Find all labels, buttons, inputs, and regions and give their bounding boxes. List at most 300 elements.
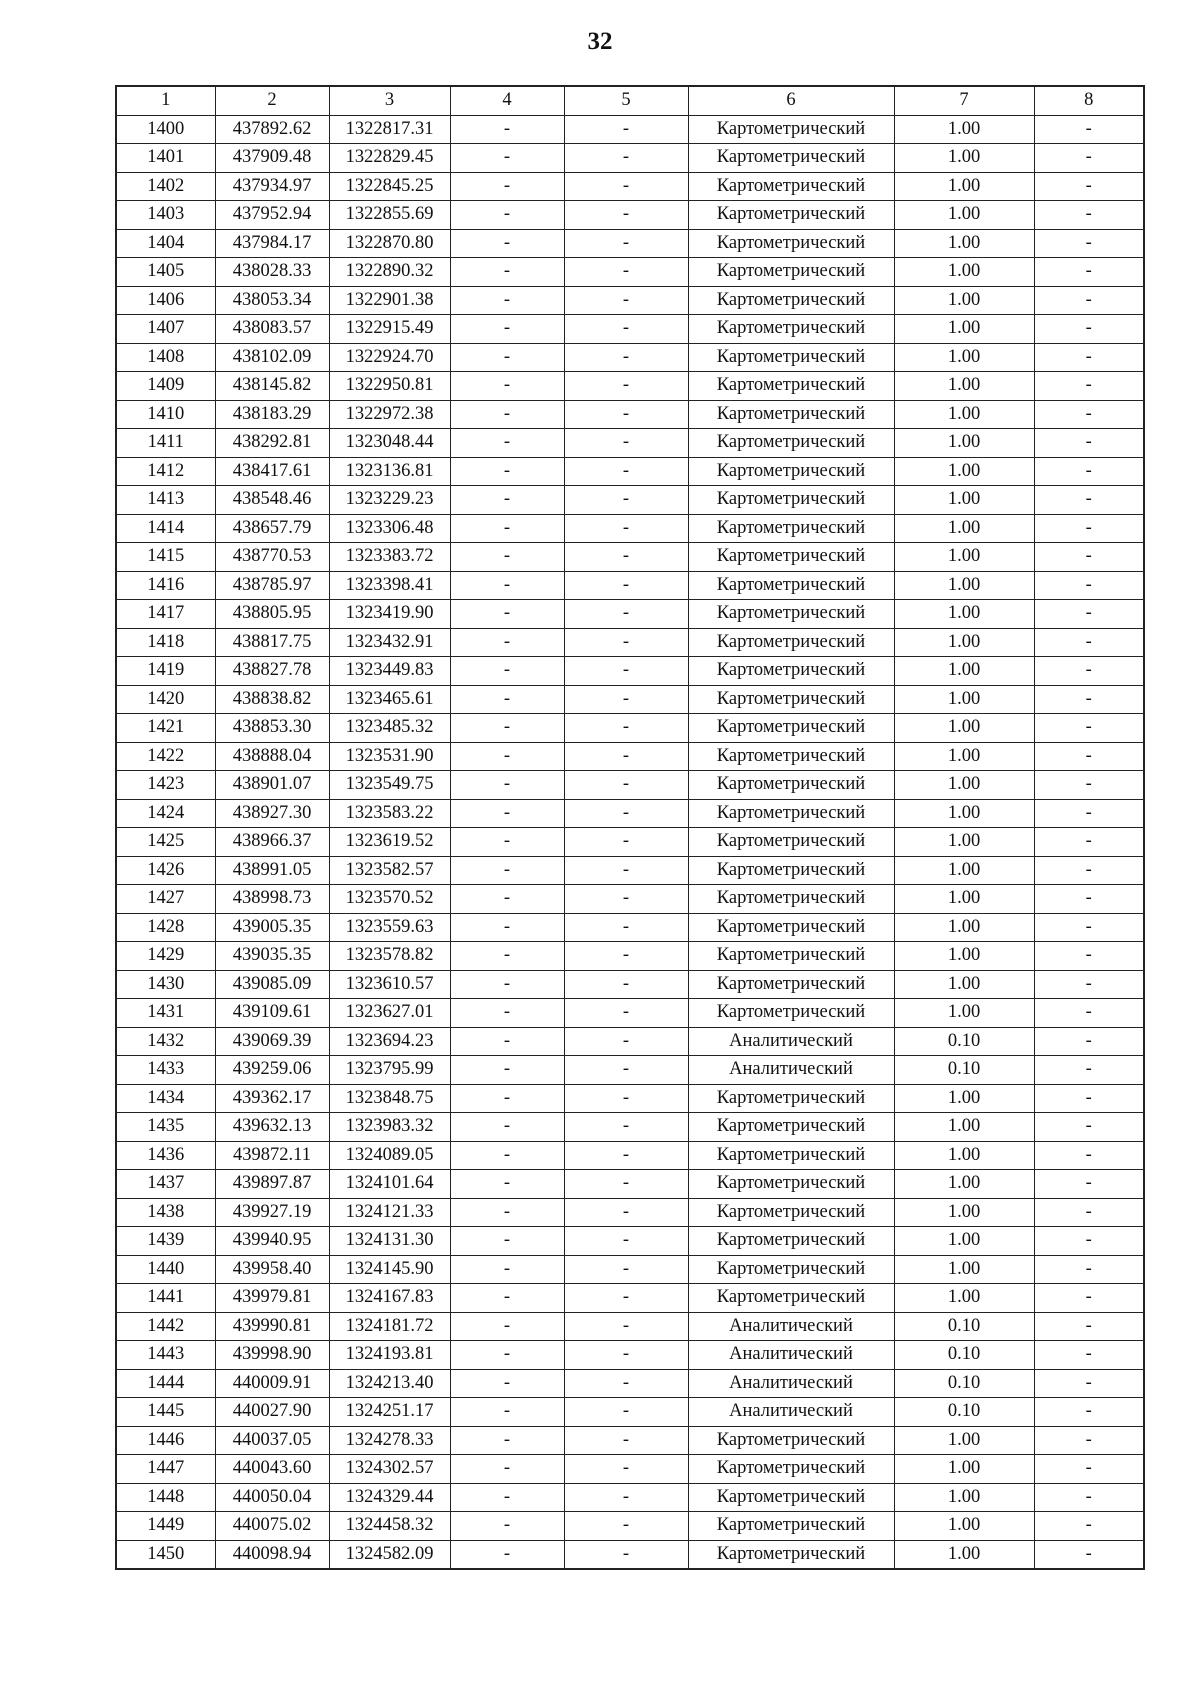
table-cell: - xyxy=(1034,856,1144,885)
table-cell: - xyxy=(1034,172,1144,201)
table-cell: 1323432.91 xyxy=(329,628,450,657)
table-cell: Картометрический xyxy=(688,970,894,999)
table-cell: - xyxy=(450,1141,564,1170)
table-cell: 1324213.40 xyxy=(329,1369,450,1398)
table-cell: 1449 xyxy=(116,1512,215,1541)
table-cell: - xyxy=(1034,486,1144,515)
table-row xyxy=(116,600,1144,629)
table-cell: - xyxy=(564,714,688,743)
table-cell: 1.00 xyxy=(894,856,1034,885)
table-cell: - xyxy=(450,372,564,401)
column-header: 3 xyxy=(329,86,450,115)
table-cell: Аналитический xyxy=(688,1312,894,1341)
table-row xyxy=(116,999,1144,1028)
table-cell: 1.00 xyxy=(894,315,1034,344)
table-cell: - xyxy=(564,571,688,600)
table-row xyxy=(116,685,1144,714)
table-row xyxy=(116,571,1144,600)
table-cell: - xyxy=(564,457,688,486)
table-cell: Картометрический xyxy=(688,742,894,771)
table-cell: 1322915.49 xyxy=(329,315,450,344)
table-cell: Картометрический xyxy=(688,1284,894,1313)
table-cell: Картометрический xyxy=(688,1512,894,1541)
table-cell: Картометрический xyxy=(688,942,894,971)
table-cell: 1402 xyxy=(116,172,215,201)
table-cell: - xyxy=(1034,1312,1144,1341)
table-cell: 1427 xyxy=(116,885,215,914)
table-cell: 1324121.33 xyxy=(329,1198,450,1227)
table-cell: 1.00 xyxy=(894,1483,1034,1512)
table-row xyxy=(116,714,1144,743)
table-row xyxy=(116,1198,1144,1227)
table-cell: Картометрический xyxy=(688,828,894,857)
table-cell: 1.00 xyxy=(894,172,1034,201)
table-cell: - xyxy=(450,1483,564,1512)
table-cell: 1.00 xyxy=(894,771,1034,800)
table-cell: 1.00 xyxy=(894,1170,1034,1199)
table-cell: 440098.94 xyxy=(215,1540,329,1569)
table-row xyxy=(116,457,1144,486)
table-row xyxy=(116,1369,1144,1398)
table-cell: Картометрический xyxy=(688,714,894,743)
table-cell: 438853.30 xyxy=(215,714,329,743)
table-cell: 1324167.83 xyxy=(329,1284,450,1313)
table-cell: 1446 xyxy=(116,1426,215,1455)
column-header: 4 xyxy=(450,86,564,115)
column-header: 2 xyxy=(215,86,329,115)
table-cell: 1323578.82 xyxy=(329,942,450,971)
table-cell: 1322950.81 xyxy=(329,372,450,401)
table-cell: 440027.90 xyxy=(215,1398,329,1427)
table-cell: 440037.05 xyxy=(215,1426,329,1455)
table-cell: 1.00 xyxy=(894,1255,1034,1284)
table-row xyxy=(116,1170,1144,1199)
table-cell: 1448 xyxy=(116,1483,215,1512)
table-cell: - xyxy=(450,885,564,914)
table-cell: 1450 xyxy=(116,1540,215,1569)
table-cell: 439632.13 xyxy=(215,1113,329,1142)
table-cell: 1323465.61 xyxy=(329,685,450,714)
table-cell: 438417.61 xyxy=(215,457,329,486)
table-cell: Картометрический xyxy=(688,115,894,144)
table-cell: - xyxy=(564,742,688,771)
table-cell: 1.00 xyxy=(894,115,1034,144)
table-cell: - xyxy=(450,1512,564,1541)
table-row xyxy=(116,856,1144,885)
table-cell: 0.10 xyxy=(894,1027,1034,1056)
table-cell: 1406 xyxy=(116,286,215,315)
table-cell: 1429 xyxy=(116,942,215,971)
table-cell: - xyxy=(450,913,564,942)
table-cell: 1323419.90 xyxy=(329,600,450,629)
table-cell: 1.00 xyxy=(894,144,1034,173)
table-cell: - xyxy=(1034,1227,1144,1256)
column-header: 8 xyxy=(1034,86,1144,115)
table-cell: 1426 xyxy=(116,856,215,885)
table-cell: 0.10 xyxy=(894,1341,1034,1370)
table-cell: 1.00 xyxy=(894,657,1034,686)
table-cell: 437984.17 xyxy=(215,229,329,258)
table-cell: - xyxy=(564,1027,688,1056)
table-cell: 1323694.23 xyxy=(329,1027,450,1056)
table-cell: 1324145.90 xyxy=(329,1255,450,1284)
table-cell: - xyxy=(1034,1540,1144,1569)
table-cell: 1408 xyxy=(116,343,215,372)
table-cell: 1323795.99 xyxy=(329,1056,450,1085)
table-cell: 438991.05 xyxy=(215,856,329,885)
table-cell: Картометрический xyxy=(688,486,894,515)
table-cell: 1416 xyxy=(116,571,215,600)
table-cell: - xyxy=(450,1540,564,1569)
column-header: 6 xyxy=(688,86,894,115)
column-header: 7 xyxy=(894,86,1034,115)
table-cell: - xyxy=(450,799,564,828)
table-cell: - xyxy=(450,1398,564,1427)
table-cell: Картометрический xyxy=(688,600,894,629)
table-cell: Картометрический xyxy=(688,1113,894,1142)
table-cell: - xyxy=(1034,1455,1144,1484)
table-cell: - xyxy=(564,1056,688,1085)
table-row xyxy=(116,1512,1144,1541)
table-cell: - xyxy=(450,1227,564,1256)
table-cell: - xyxy=(564,514,688,543)
table-cell: - xyxy=(564,429,688,458)
table-row xyxy=(116,201,1144,230)
table-cell: 439259.06 xyxy=(215,1056,329,1085)
table-cell: - xyxy=(1034,799,1144,828)
table-cell: 1322901.38 xyxy=(329,286,450,315)
table-cell: - xyxy=(450,258,564,287)
table-cell: 1415 xyxy=(116,543,215,572)
table-cell: Картометрический xyxy=(688,315,894,344)
table-cell: 1324251.17 xyxy=(329,1398,450,1427)
table-cell: - xyxy=(1034,1141,1144,1170)
table-cell: 1.00 xyxy=(894,543,1034,572)
table-cell: 1323570.52 xyxy=(329,885,450,914)
table-cell: 1324193.81 xyxy=(329,1341,450,1370)
table-cell: 1414 xyxy=(116,514,215,543)
table-cell: - xyxy=(564,543,688,572)
table-cell: 1.00 xyxy=(894,1426,1034,1455)
table-cell: 1.00 xyxy=(894,1113,1034,1142)
table-cell: 1322870.80 xyxy=(329,229,450,258)
table-cell: - xyxy=(564,229,688,258)
table-row xyxy=(116,286,1144,315)
table-cell: 1.00 xyxy=(894,1512,1034,1541)
table-cell: - xyxy=(564,970,688,999)
table-cell: 438770.53 xyxy=(215,543,329,572)
table-cell: Картометрический xyxy=(688,856,894,885)
table-cell: 437934.97 xyxy=(215,172,329,201)
table-cell: - xyxy=(1034,201,1144,230)
table-cell: - xyxy=(1034,970,1144,999)
table-body xyxy=(116,115,1144,1569)
table-cell: - xyxy=(1034,543,1144,572)
table-row xyxy=(116,1113,1144,1142)
table-cell: 439940.95 xyxy=(215,1227,329,1256)
table-cell: 1.00 xyxy=(894,372,1034,401)
table-cell: - xyxy=(450,714,564,743)
table-cell: 1437 xyxy=(116,1170,215,1199)
table-cell: 1324582.09 xyxy=(329,1540,450,1569)
table-cell: 438827.78 xyxy=(215,657,329,686)
page-number: 32 xyxy=(587,28,613,55)
table-cell: - xyxy=(1034,429,1144,458)
table-cell: 1323619.52 xyxy=(329,828,450,857)
table-row xyxy=(116,970,1144,999)
table-cell: 439872.11 xyxy=(215,1141,329,1170)
table-cell: - xyxy=(450,1369,564,1398)
table-cell: 1324101.64 xyxy=(329,1170,450,1199)
table-cell: 1433 xyxy=(116,1056,215,1085)
table-cell: 1322890.32 xyxy=(329,258,450,287)
table-cell: 1323983.32 xyxy=(329,1113,450,1142)
table-cell: Картометрический xyxy=(688,172,894,201)
table-cell: 440043.60 xyxy=(215,1455,329,1484)
table-cell: 1445 xyxy=(116,1398,215,1427)
table-cell: 1.00 xyxy=(894,1084,1034,1113)
table-cell: 440050.04 xyxy=(215,1483,329,1512)
table-cell: 1.00 xyxy=(894,799,1034,828)
table-cell: 1.00 xyxy=(894,486,1034,515)
table-cell: - xyxy=(1034,628,1144,657)
table-cell: - xyxy=(564,1198,688,1227)
table-cell: - xyxy=(1034,1198,1144,1227)
table-cell: - xyxy=(450,628,564,657)
table-cell: - xyxy=(564,115,688,144)
table-cell: - xyxy=(450,970,564,999)
table-cell: - xyxy=(1034,1512,1144,1541)
table-cell: 1.00 xyxy=(894,514,1034,543)
table-cell: - xyxy=(1034,1398,1144,1427)
table-cell: - xyxy=(450,571,564,600)
table-cell: - xyxy=(564,201,688,230)
table-cell: - xyxy=(564,1113,688,1142)
table-cell: - xyxy=(564,885,688,914)
table-cell: 1324131.30 xyxy=(329,1227,450,1256)
table-cell: 1436 xyxy=(116,1141,215,1170)
table-row xyxy=(116,315,1144,344)
table-cell: Картометрический xyxy=(688,913,894,942)
table-cell: Картометрический xyxy=(688,1255,894,1284)
table-cell: 1442 xyxy=(116,1312,215,1341)
table-cell: - xyxy=(450,771,564,800)
table-cell: - xyxy=(450,657,564,686)
table-cell: - xyxy=(450,144,564,173)
table-cell: Картометрический xyxy=(688,1084,894,1113)
table-cell: 1422 xyxy=(116,742,215,771)
table-cell: 1410 xyxy=(116,400,215,429)
table-cell: Картометрический xyxy=(688,229,894,258)
table-cell: - xyxy=(564,258,688,287)
table-cell: - xyxy=(1034,457,1144,486)
table-cell: 1440 xyxy=(116,1255,215,1284)
table-cell: Картометрический xyxy=(688,343,894,372)
table-cell: 438966.37 xyxy=(215,828,329,857)
table-row xyxy=(116,486,1144,515)
table-row xyxy=(116,1398,1144,1427)
table-cell: - xyxy=(1034,115,1144,144)
table-cell: 1404 xyxy=(116,229,215,258)
table-cell: - xyxy=(564,657,688,686)
table-cell: 437892.62 xyxy=(215,115,329,144)
table-cell: 439109.61 xyxy=(215,999,329,1028)
table-cell: - xyxy=(564,1341,688,1370)
table-cell: 1.00 xyxy=(894,201,1034,230)
table-cell: 1324302.57 xyxy=(329,1455,450,1484)
table-cell: - xyxy=(564,486,688,515)
table-cell: 1.00 xyxy=(894,685,1034,714)
table-cell: 1.00 xyxy=(894,1284,1034,1313)
table-row xyxy=(116,1255,1144,1284)
table-cell: 1405 xyxy=(116,258,215,287)
table-cell: - xyxy=(1034,514,1144,543)
table-cell: - xyxy=(1034,1027,1144,1056)
table-cell: Картометрический xyxy=(688,628,894,657)
table-cell: 1447 xyxy=(116,1455,215,1484)
table-cell: - xyxy=(564,1227,688,1256)
table-cell: 439990.81 xyxy=(215,1312,329,1341)
table-cell: - xyxy=(450,742,564,771)
table-cell: 1411 xyxy=(116,429,215,458)
table-cell: 438805.95 xyxy=(215,600,329,629)
table-cell: Аналитический xyxy=(688,1398,894,1427)
table-cell: 438183.29 xyxy=(215,400,329,429)
table-cell: Картометрический xyxy=(688,799,894,828)
table-cell: - xyxy=(564,942,688,971)
table-cell: 1.00 xyxy=(894,600,1034,629)
table-cell: - xyxy=(564,628,688,657)
table-cell: - xyxy=(1034,999,1144,1028)
table-cell: 1400 xyxy=(116,115,215,144)
table-row xyxy=(116,885,1144,914)
table-cell: - xyxy=(1034,343,1144,372)
table-cell: - xyxy=(450,1113,564,1142)
table-cell: 1.00 xyxy=(894,429,1034,458)
table-cell: 1.00 xyxy=(894,1540,1034,1569)
table-cell: - xyxy=(564,999,688,1028)
table-cell: - xyxy=(564,856,688,885)
table-cell: Картометрический xyxy=(688,1483,894,1512)
table-cell: Картометрический xyxy=(688,429,894,458)
table-cell: 438028.33 xyxy=(215,258,329,287)
table-cell: - xyxy=(1034,657,1144,686)
table-cell: - xyxy=(564,828,688,857)
table-cell: Картометрический xyxy=(688,1426,894,1455)
table-cell: 1431 xyxy=(116,999,215,1028)
table-cell: - xyxy=(1034,571,1144,600)
table-cell: 440075.02 xyxy=(215,1512,329,1541)
table-cell: - xyxy=(450,286,564,315)
table-cell: Картометрический xyxy=(688,144,894,173)
table-cell: 1441 xyxy=(116,1284,215,1313)
table-cell: - xyxy=(1034,400,1144,429)
table-cell: 1323048.44 xyxy=(329,429,450,458)
table-cell: - xyxy=(564,1084,688,1113)
table-cell: - xyxy=(564,1455,688,1484)
table-cell: Картометрический xyxy=(688,999,894,1028)
table-cell: Картометрический xyxy=(688,1170,894,1199)
table-cell: Картометрический xyxy=(688,885,894,914)
table-cell: Аналитический xyxy=(688,1027,894,1056)
table-cell: Картометрический xyxy=(688,1455,894,1484)
table-cell: 1423 xyxy=(116,771,215,800)
table-cell: - xyxy=(1034,942,1144,971)
table-cell: - xyxy=(1034,685,1144,714)
table-cell: - xyxy=(564,286,688,315)
table-cell: 1418 xyxy=(116,628,215,657)
table-cell: - xyxy=(450,1056,564,1085)
table-cell: Картометрический xyxy=(688,457,894,486)
table-row xyxy=(116,771,1144,800)
table-cell: 438548.46 xyxy=(215,486,329,515)
table-cell: - xyxy=(564,372,688,401)
table-cell: - xyxy=(450,828,564,857)
table-cell: - xyxy=(1034,1284,1144,1313)
table-row xyxy=(116,144,1144,173)
table-cell: Картометрический xyxy=(688,685,894,714)
table-cell: - xyxy=(450,1426,564,1455)
table-cell: 1323583.22 xyxy=(329,799,450,828)
table-cell: 1324458.32 xyxy=(329,1512,450,1541)
table-cell: 439035.35 xyxy=(215,942,329,971)
table-cell: - xyxy=(1034,714,1144,743)
table-cell: 1322855.69 xyxy=(329,201,450,230)
table-row xyxy=(116,1141,1144,1170)
table-cell: - xyxy=(450,486,564,515)
table-cell: 1.00 xyxy=(894,400,1034,429)
table-cell: 438927.30 xyxy=(215,799,329,828)
table-cell: 1407 xyxy=(116,315,215,344)
table-cell: Картометрический xyxy=(688,372,894,401)
table-row xyxy=(116,543,1144,572)
table-cell: 438817.75 xyxy=(215,628,329,657)
table-row xyxy=(116,1312,1144,1341)
table-row xyxy=(116,657,1144,686)
coordinates-table xyxy=(115,85,1145,1570)
table-cell: Картометрический xyxy=(688,1198,894,1227)
table-cell: - xyxy=(1034,913,1144,942)
table-cell: 1323485.32 xyxy=(329,714,450,743)
table-row xyxy=(116,1341,1144,1370)
table-cell: - xyxy=(564,315,688,344)
table-cell: 1323383.72 xyxy=(329,543,450,572)
table-cell: 1.00 xyxy=(894,286,1034,315)
table-cell: - xyxy=(1034,828,1144,857)
table-cell: 0.10 xyxy=(894,1369,1034,1398)
table-cell: 1322829.45 xyxy=(329,144,450,173)
table-cell: 1324089.05 xyxy=(329,1141,450,1170)
table-cell: 1.00 xyxy=(894,885,1034,914)
table-cell: - xyxy=(564,1312,688,1341)
table-cell: 1323531.90 xyxy=(329,742,450,771)
table-cell: 440009.91 xyxy=(215,1369,329,1398)
column-header: 1 xyxy=(116,86,215,115)
table-cell: - xyxy=(1034,144,1144,173)
table-cell: 1324278.33 xyxy=(329,1426,450,1455)
table-cell: 439069.39 xyxy=(215,1027,329,1056)
table-cell: 1.00 xyxy=(894,1227,1034,1256)
table-cell: 0.10 xyxy=(894,1398,1034,1427)
table-cell: - xyxy=(450,315,564,344)
table-cell: 1401 xyxy=(116,144,215,173)
table-cell: - xyxy=(450,1312,564,1341)
table-cell: - xyxy=(450,429,564,458)
table-cell: 1322924.70 xyxy=(329,343,450,372)
table-cell: 1323582.57 xyxy=(329,856,450,885)
table-cell: Аналитический xyxy=(688,1056,894,1085)
table-cell: 1443 xyxy=(116,1341,215,1370)
